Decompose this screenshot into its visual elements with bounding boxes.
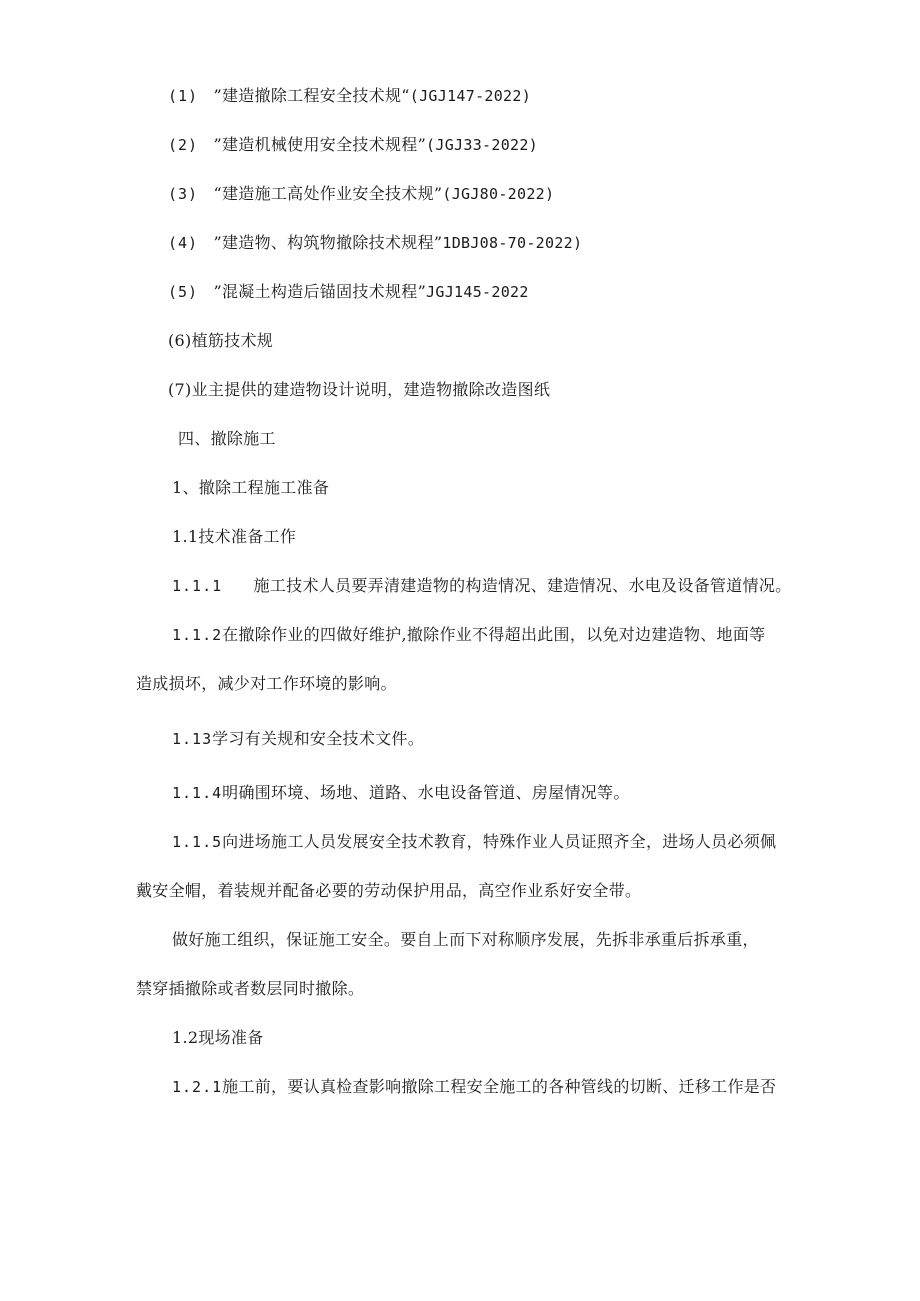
paragraph-text: 向进场施工人员发展安全技术教育，特殊作业人员证照齐全，进场人员必须佩: [222, 832, 777, 851]
reference-code: (JGJ33-2022): [426, 136, 539, 154]
reference-code: 1DBJ08-70-2022): [442, 234, 583, 252]
reference-title: “建造施工高处作业安全技术规”: [213, 184, 443, 203]
paragraph-number: 1.13: [172, 730, 213, 748]
paragraph-number: 1.1.2: [172, 626, 223, 644]
subsection-heading: 1.2现场准备: [172, 1028, 264, 1047]
paragraph-continuation: 禁穿插撤除或者数层同时撤除。: [136, 979, 365, 998]
paragraph-text: 明确围环境、场地、道路、水电设备管道、房屋情况等。: [222, 783, 630, 802]
reference-item: [168, 184, 554, 204]
paragraph-continuation: 戴安全帽，着装规并配备必要的劳动保护用品，高空作业系好安全带。: [136, 881, 642, 900]
reference-item-7: (7)业主提供的建造物设计说明，建造物撤除改造图纸: [168, 380, 551, 399]
paragraph-text: 施工技术人员要弄清建造物的构造情况、建造情况、水电及设备管道情况。: [253, 576, 792, 595]
reference-number: (1): [168, 87, 199, 105]
paragraph-organization: 做好施工组织，保证施工安全。要自上而下对称顺序发展，先拆非承重后拆承重，: [172, 930, 759, 949]
reference-number: (5): [168, 283, 199, 301]
reference-item: [168, 282, 529, 302]
reference-title: ”混凝土构造后锚固技术规程”: [213, 282, 427, 301]
reference-number: (4): [168, 234, 199, 252]
paragraph-1-1-3: [172, 729, 424, 749]
paragraph-number: 1.2.1: [172, 1078, 223, 1096]
paragraph-text: 在撤除作业的四做好维护,撤除作业不得超出此围，以免对边建造物、地面等: [222, 625, 766, 644]
paragraph-text: 学习有关规和安全技术文件。: [212, 729, 425, 748]
reference-number: (2): [168, 136, 199, 154]
paragraph-number: 1.1.1: [172, 577, 223, 595]
reference-title: ”建造机械使用安全技术规程”: [213, 135, 427, 154]
paragraph-number: 1.1.4: [172, 784, 223, 802]
paragraph-1-1-4: [172, 783, 630, 803]
paragraph-1-2-1: [172, 1077, 776, 1097]
paragraph-text: 施工前，要认真检查影响撤除工程安全施工的各种管线的切断、迁移工作是否: [222, 1077, 777, 1096]
paragraph-1-1-5: [172, 832, 776, 852]
subsection-heading: 1.1技术准备工作: [172, 527, 297, 546]
reference-code: (JGJ147-2022): [409, 87, 532, 105]
reference-number: (3): [168, 185, 199, 203]
subsection-heading: 1、撤除工程施工准备: [172, 478, 330, 497]
reference-code: (JGJ80-2022): [442, 185, 555, 203]
reference-item: [168, 233, 582, 253]
reference-code: JGJ145-2022: [426, 283, 529, 301]
paragraph-continuation: 造成损坏，减少对工作环境的影响。: [136, 674, 397, 693]
reference-item: [168, 86, 531, 106]
paragraph-number: 1.1.5: [172, 833, 223, 851]
paragraph-1-1-1: [172, 576, 791, 596]
reference-title: ”建造撤除工程安全技术规“: [213, 86, 410, 105]
section-heading: 四、撤除施工: [178, 429, 276, 448]
reference-item: [168, 135, 538, 155]
reference-title: ”建造物、构筑物撤除技术规程”: [213, 233, 443, 252]
reference-item-6: (6)植筋技术规: [168, 331, 274, 350]
paragraph-1-1-2: [172, 625, 765, 645]
